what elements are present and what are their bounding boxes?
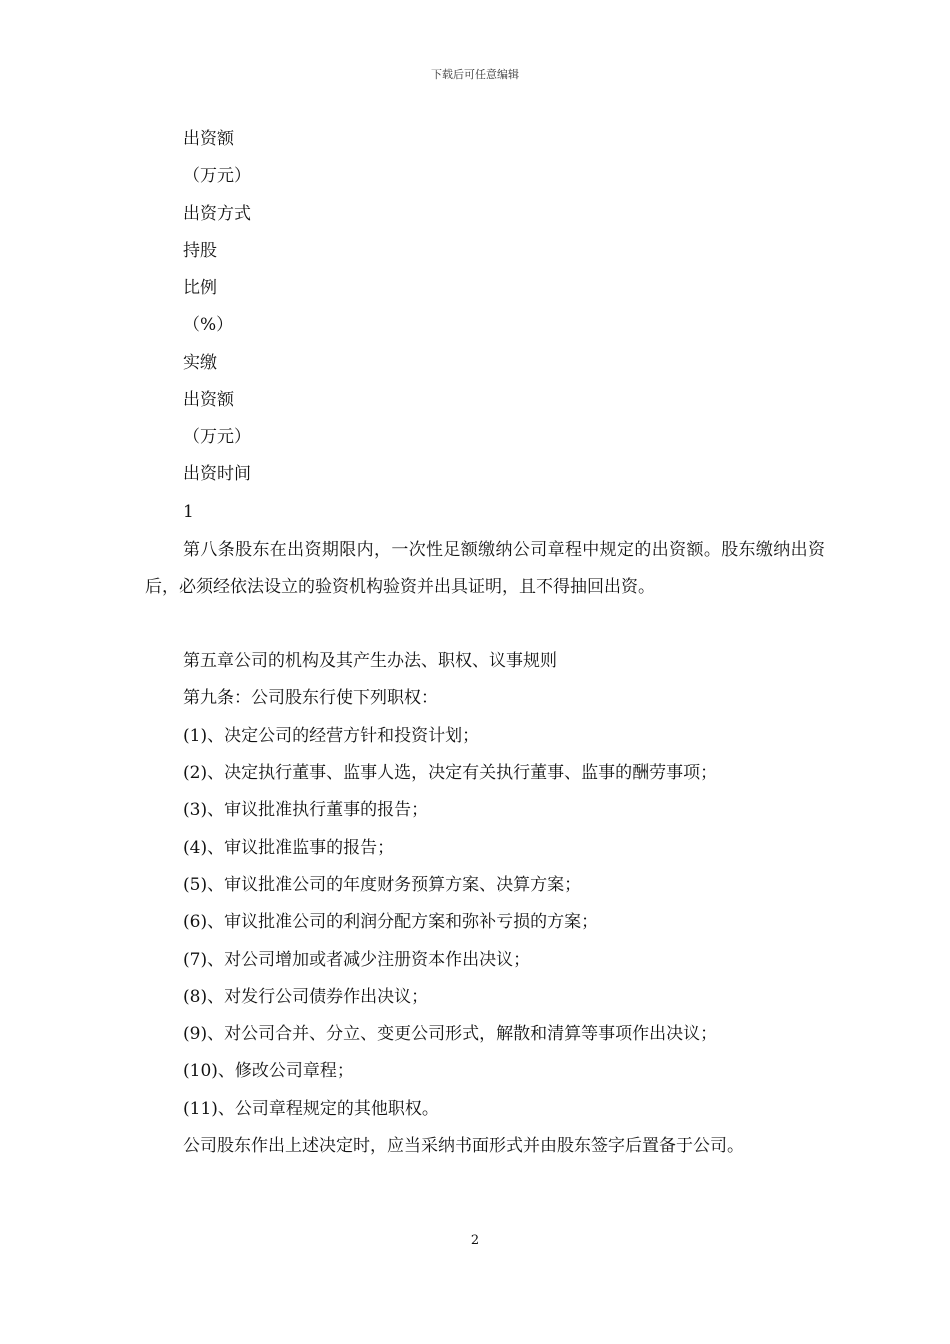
table-cell: （万元） (183, 166, 251, 186)
table-cell: 出资额 (183, 390, 234, 410)
list-item: (6)、审议批准公司的利润分配方案和弥补亏损的方案； (183, 912, 599, 932)
list-item: (11)、公司章程规定的其他职权。 (183, 1099, 439, 1119)
list-item: (9)、对公司合并、分立、变更公司形式，解散和清算等事项作出决议； (183, 1024, 718, 1044)
list-item: (2)、决定执行董事、监事人选，决定有关执行董事、监事的酬劳事项； (183, 763, 718, 783)
table-cell: （万元） (183, 427, 251, 447)
list-item: (3)、审议批准执行董事的报告； (183, 800, 429, 820)
table-cell: 实缴 (183, 353, 217, 373)
list-item: (1)、决定公司的经营方针和投资计划； (183, 726, 480, 746)
page-number: 2 (470, 1233, 480, 1248)
chapter-heading: 第五章公司的机构及其产生办法、职权、议事规则 (183, 651, 557, 671)
list-item: (4)、审议批准监事的报告； (183, 838, 395, 858)
table-cell: （%） (183, 315, 234, 335)
table-cell: 1 (183, 502, 194, 522)
table-cell: 比例 (183, 278, 217, 298)
table-cell: 出资方式 (183, 204, 251, 224)
article-9-title: 第九条：公司股东行使下列职权： (183, 688, 438, 708)
closing-paragraph: 公司股东作出上述决定时，应当采纳书面形式并由股东签字后置备于公司。 (183, 1136, 744, 1156)
table-cell: 持股 (183, 241, 217, 261)
article-8-paragraph: 第八条股东在出资期限内，一次性足额缴纳公司章程中规定的出资额。股东缴纳出资后，必须经依法设立的验资机构验资并出具证明，且不得抽回出资。 (145, 540, 825, 597)
list-item: (5)、审议批准公司的年度财务预算方案、决算方案； (183, 875, 582, 895)
list-item: (8)、对发行公司债券作出决议； (183, 987, 429, 1007)
table-cell: 出资时间 (183, 464, 251, 484)
list-item: (7)、对公司增加或者减少注册资本作出决议； (183, 950, 531, 970)
page-header: 下载后可任意编辑 (431, 68, 519, 81)
list-item: (10)、修改公司章程； (183, 1061, 354, 1081)
table-cell: 出资额 (183, 129, 234, 149)
